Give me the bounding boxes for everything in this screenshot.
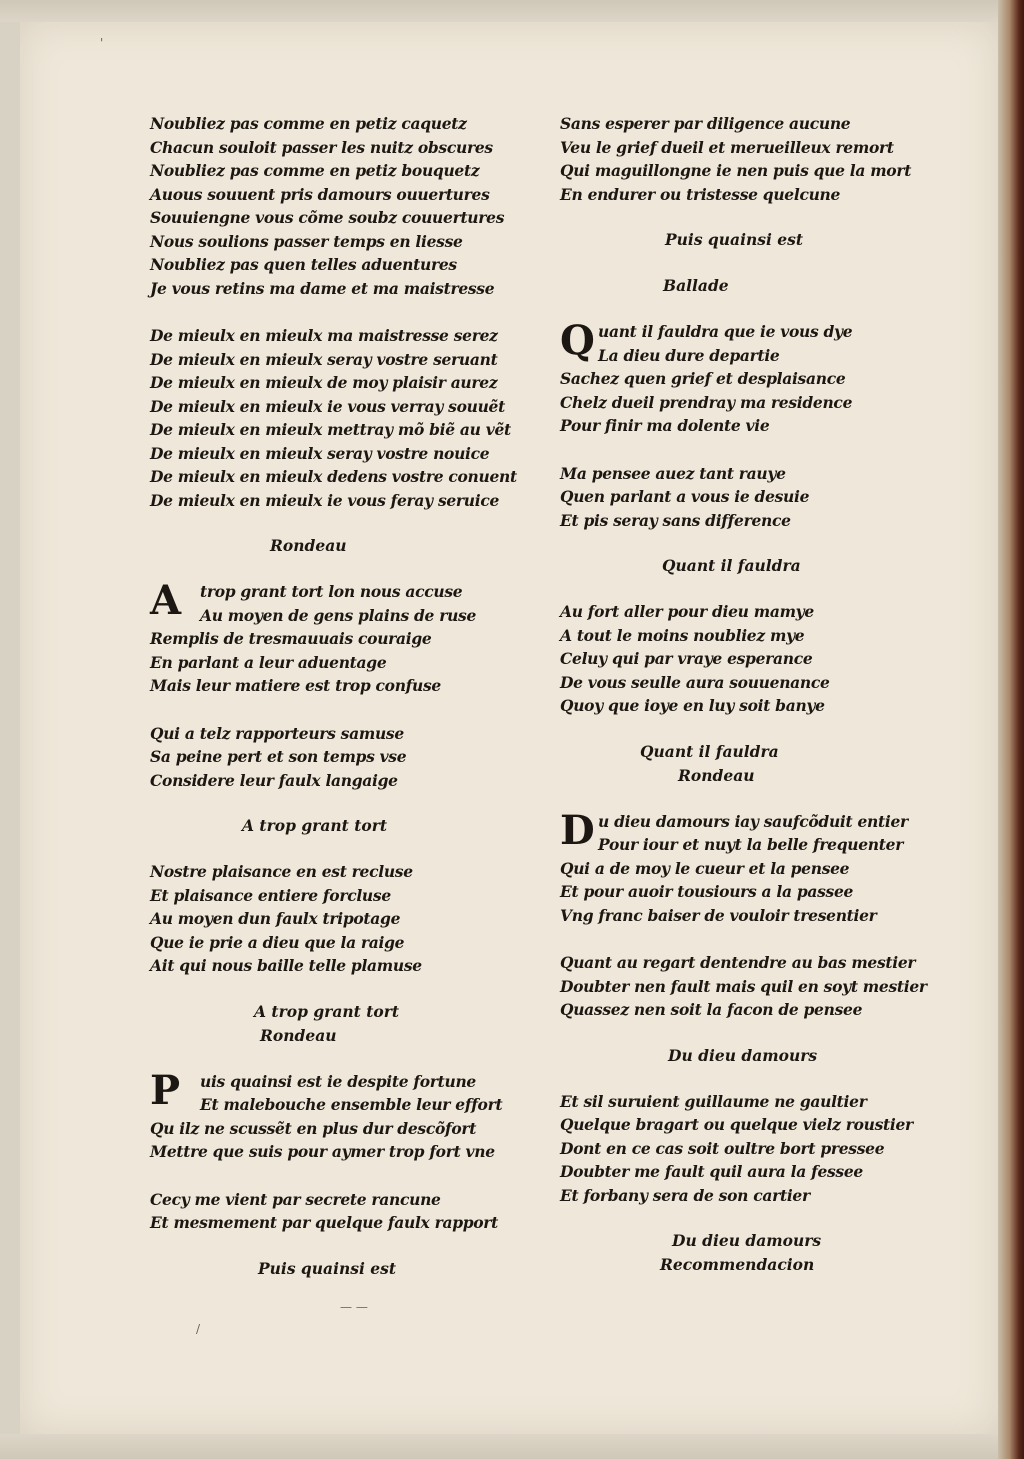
verse-line: Chelz dueil prendray ma residence (560, 392, 853, 412)
verse-line: De mieulx en mieulx ma maistresse serez (150, 326, 498, 345)
drop-capital: P (150, 1066, 181, 1114)
verse-stanza (150, 722, 530, 793)
verse-line: Qui maguillongne ie nen puis que la mort (560, 161, 912, 180)
verse-line: Et sil suruient guillaume ne gaultier (560, 1091, 867, 1111)
verse-line: Auous souuent pris damours ouuertures (150, 184, 490, 204)
verse-line: Quoy que ioye en luy soit banye (560, 696, 825, 715)
refrain-heading: Du dieu damours (668, 1045, 818, 1065)
section-heading: Ballade (663, 276, 729, 295)
verse-stanza (150, 324, 530, 512)
verse-line: Ma pensee auez tant rauye (560, 463, 786, 483)
verse-line: Quelque bragart ou quelque vielz roustier (560, 1115, 913, 1134)
verse-line: Noubliez pas comme en petiz bouquetz (150, 161, 480, 180)
verse-line: Veu le grief dueil et merueilleux remort (560, 137, 894, 157)
verse-line: Souuiengne vous cõme soubz couuertures (150, 208, 505, 227)
verse-line: Et forbany sera de son cartier (560, 1185, 810, 1205)
section-heading: Rondeau (270, 536, 347, 555)
verse-line: Chacun souloit passer les nuitz obscures (150, 137, 493, 157)
refrain-heading: A trop grant tort (254, 1001, 400, 1021)
verse-line: Qu ilz ne scussẽt en plus dur descõfort (150, 1118, 477, 1138)
verse-stanza (560, 806, 950, 928)
drop-capital: D (560, 806, 595, 854)
refrain-heading: Puis quainsi est (665, 230, 804, 249)
verse-line: Au moyen dun faulx tripotage (150, 909, 401, 928)
verse-line: Dont en ce cas soit oultre bort pressee (560, 1138, 885, 1158)
refrain-heading: A trop grant tort (242, 816, 388, 835)
refrain-heading: Puis quainsi est (258, 1258, 397, 1278)
verse-line: Au fort aller pour dieu mamye (560, 602, 814, 621)
verse-stanza (560, 1090, 950, 1208)
verse-line: Pour finir ma dolente vie (560, 416, 770, 435)
verse-line: Doubter me fault quil aura la fessee (560, 1162, 863, 1181)
verse-line: La dieu dure departie (598, 345, 780, 365)
verse-line: Cecy me vient par secrete rancune (150, 1189, 441, 1209)
section-heading: Rondeau (678, 765, 755, 785)
scan-bottom-edge (0, 1434, 1024, 1459)
verse-stanza (150, 1066, 530, 1164)
verse-line: Sans esperer par diligence aucune (560, 114, 851, 133)
verse-stanza (560, 317, 950, 438)
verse-stanza (560, 112, 950, 206)
verse-line: Que ie prie a dieu que la raige (150, 932, 405, 952)
margin-dash: — — (340, 1300, 368, 1314)
scan-top-edge (0, 0, 1024, 22)
verse-line: trop grant tort lon nous accuse (200, 582, 463, 601)
verse-line: De mieulx en mieulx ie vous feray seruice (150, 490, 500, 510)
page-fore-edge (998, 0, 1024, 1459)
verse-line: De mieulx en mieulx seray vostre seruant (150, 349, 498, 369)
margin-tick: ' (100, 36, 104, 50)
margin-tick: / (196, 1322, 201, 1336)
verse-line: Sa peine pert et son temps vse (150, 747, 407, 766)
verse-line: Nous soulions passer temps en liesse (150, 231, 463, 251)
verse-line: De vous seulle aura souuenance (560, 672, 830, 692)
verse-stanza (560, 462, 950, 533)
right-column (560, 112, 950, 1277)
refrain-heading: Quant il fauldra (640, 741, 779, 761)
verse-line: Au moyen de gens plains de ruse (200, 605, 477, 625)
verse-stanza (150, 577, 530, 698)
verse-line: De mieulx en mieulx mettray mõ biẽ au vẽt (150, 420, 511, 439)
refrain-heading: Du dieu damours (672, 1231, 822, 1250)
left-column (150, 112, 530, 1281)
refrain-heading: Quant il fauldra (662, 556, 801, 575)
verse-line: Celuy qui par vraye esperance (560, 649, 813, 668)
verse-line: Doubter nen fault mais quil en soyt mestier (560, 976, 927, 996)
verse-line: Et plaisance entiere forcluse (150, 885, 391, 905)
verse-line: A tout le moins noubliez mye (560, 625, 805, 645)
verse-line: Nostre plaisance en est recluse (150, 862, 413, 881)
verse-line: En endurer ou tristesse quelcune (560, 184, 841, 204)
verse-stanza (150, 112, 530, 300)
verse-line: Pour iour et nuyt la belle frequenter (598, 835, 904, 854)
verse-line: De mieulx en mieulx dedens vostre conuent (150, 467, 517, 486)
verse-line: uant il fauldra que ie vous dye (598, 322, 853, 341)
verse-line: Noubliez pas comme en petiz caquetz (150, 114, 467, 133)
verse-line: Et mesmement par quelque faulx rapport (150, 1213, 499, 1232)
verse-line: Je vous retins ma dame et ma maistresse (150, 278, 495, 298)
verse-line: Vng franc baiser de vouloir tresentier (560, 905, 877, 925)
verse-line: Ait qui nous baille telle plamuse (150, 956, 422, 975)
verse-line: u dieu damours iay saufcõduit entier (598, 811, 908, 831)
verse-line: Sachez quen grief et desplaisance (560, 369, 846, 388)
verse-line: Remplis de tresmauuais couraige (150, 629, 432, 648)
verse-line: Quant au regart dentendre au bas mestier (560, 953, 916, 972)
verse-line: Considere leur faulx langaige (150, 770, 398, 790)
verse-line: Quen parlant a vous ie desuie (560, 487, 810, 506)
verse-line: De mieulx en mieulx de moy plaisir aurez (150, 373, 498, 392)
section-heading: Recommendacion (660, 1255, 815, 1274)
verse-line: Et pour auoir tousiours a la passee (560, 882, 854, 901)
verse-stanza (560, 951, 950, 1022)
verse-line: Et malebouche ensemble leur effort (200, 1095, 503, 1114)
verse-line: En parlant a leur aduentage (150, 652, 387, 672)
verse-stanza (150, 1188, 530, 1235)
verse-stanza (560, 600, 950, 718)
verse-line: De mieulx en mieulx ie vous verray souuẽt (150, 396, 505, 416)
verse-line: De mieulx en mieulx seray vostre nouice (150, 443, 490, 463)
verse-line: Mettre que suis pour aymer trop fort vne (150, 1142, 495, 1161)
verse-line: Qui a de moy le cueur et la pensee (560, 858, 850, 878)
drop-capital: A (150, 577, 182, 624)
verse-line: Et pis seray sans difference (560, 510, 791, 530)
verse-line: Noubliez pas quen telles aduentures (150, 255, 457, 274)
section-heading: Rondeau (260, 1025, 337, 1045)
drop-capital: Q (560, 317, 595, 364)
verse-stanza (150, 860, 530, 978)
verse-line: Mais leur matiere est trop confuse (150, 676, 441, 695)
verse-line: Quassez nen soit la facon de pensee (560, 1000, 863, 1019)
verse-line: uis quainsi est ie despite fortune (200, 1071, 476, 1091)
verse-line: Qui a telz rapporteurs samuse (150, 723, 404, 743)
